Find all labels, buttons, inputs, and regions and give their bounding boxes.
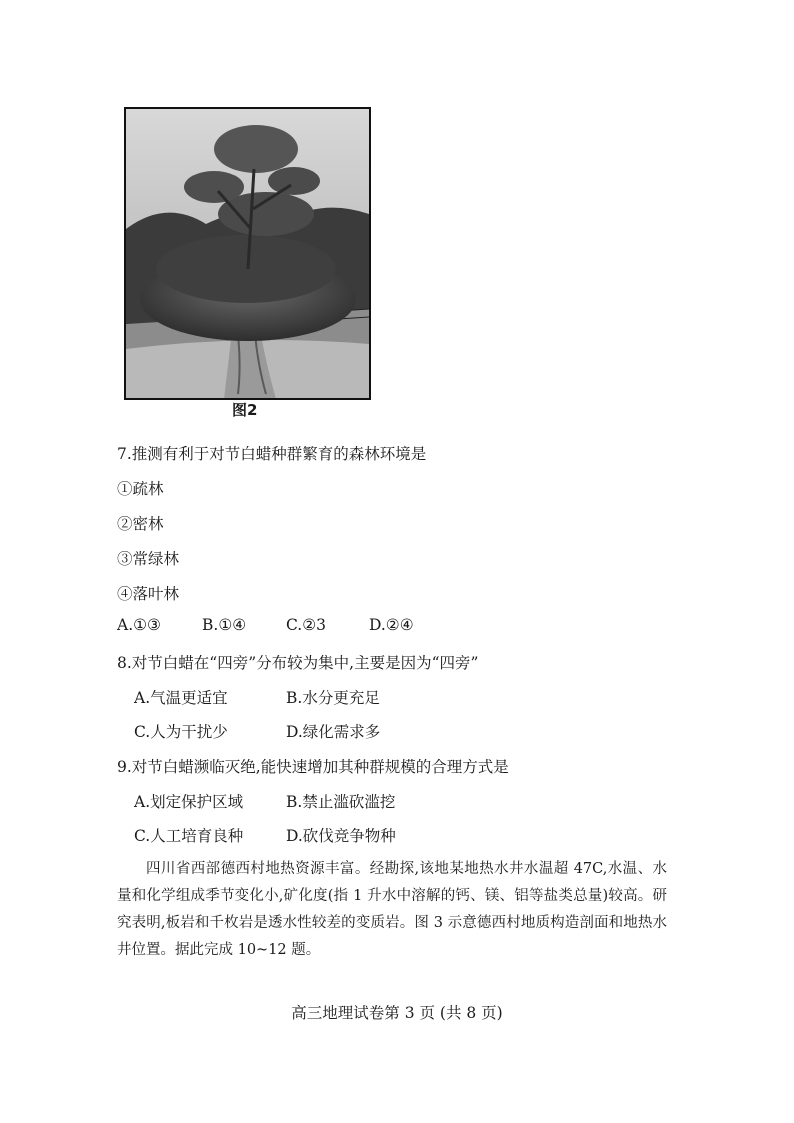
q8-choice-c[interactable]: C.人为干扰少 [134,723,228,741]
question-9-stem: 9.对节白蜡濒临灭绝,能快速增加其种群规模的合理方式是 [117,758,509,776]
tree-photo [124,107,371,400]
q7-choice-a[interactable]: A.①③ [117,616,161,634]
q7-choice-c[interactable]: C.②3 [286,616,326,634]
q7-choice-d[interactable]: D.②④ [369,616,414,634]
figure-caption: 图2 [232,401,258,419]
q8-choice-d[interactable]: D.绿化需求多 [286,723,381,741]
q8-choice-a[interactable]: A.气温更适宜 [134,689,228,707]
q8-choice-b[interactable]: B.水分更充足 [286,689,380,707]
reading-passage: 四川省西部德西村地热资源丰富。经勘探,该地某地热水井水温超 47C,水温、水量和化学组成季节变化小,矿化度(指 1 升水中溶解的钙、镁、铝等盐类总量)较高。研究表明,板岩和千枚岩是透水性较差的变质岩。图 3 示意德西村地质构造剖面和地热水井位置。据此完成 10~12 题。 [117,861,667,958]
question-7-stem: 7.推测有利于对节白蜡种群繁育的森林环境是 [117,445,427,463]
q7-item-3: ③常绿林 [117,550,180,568]
q9-choice-b[interactable]: B.禁止滥砍滥挖 [286,793,396,811]
q7-item-1: ①疏林 [117,480,164,498]
q7-item-4: ④落叶林 [117,585,180,603]
tree-photo-illustration [126,109,369,398]
q7-choice-b[interactable]: B.①④ [202,616,247,634]
q9-choice-d[interactable]: D.砍伐竞争物种 [286,827,396,845]
q7-item-2: ②密林 [117,515,164,533]
page-footer: 高三地理试卷第 3 页 (共 8 页) [291,1004,503,1022]
q9-choice-a[interactable]: A.划定保护区域 [134,793,244,811]
question-8-stem: 8.对节白蜡在“四旁”分布较为集中,主要是因为“四旁” [117,654,479,672]
q9-choice-c[interactable]: C.人工培育良种 [134,827,244,845]
